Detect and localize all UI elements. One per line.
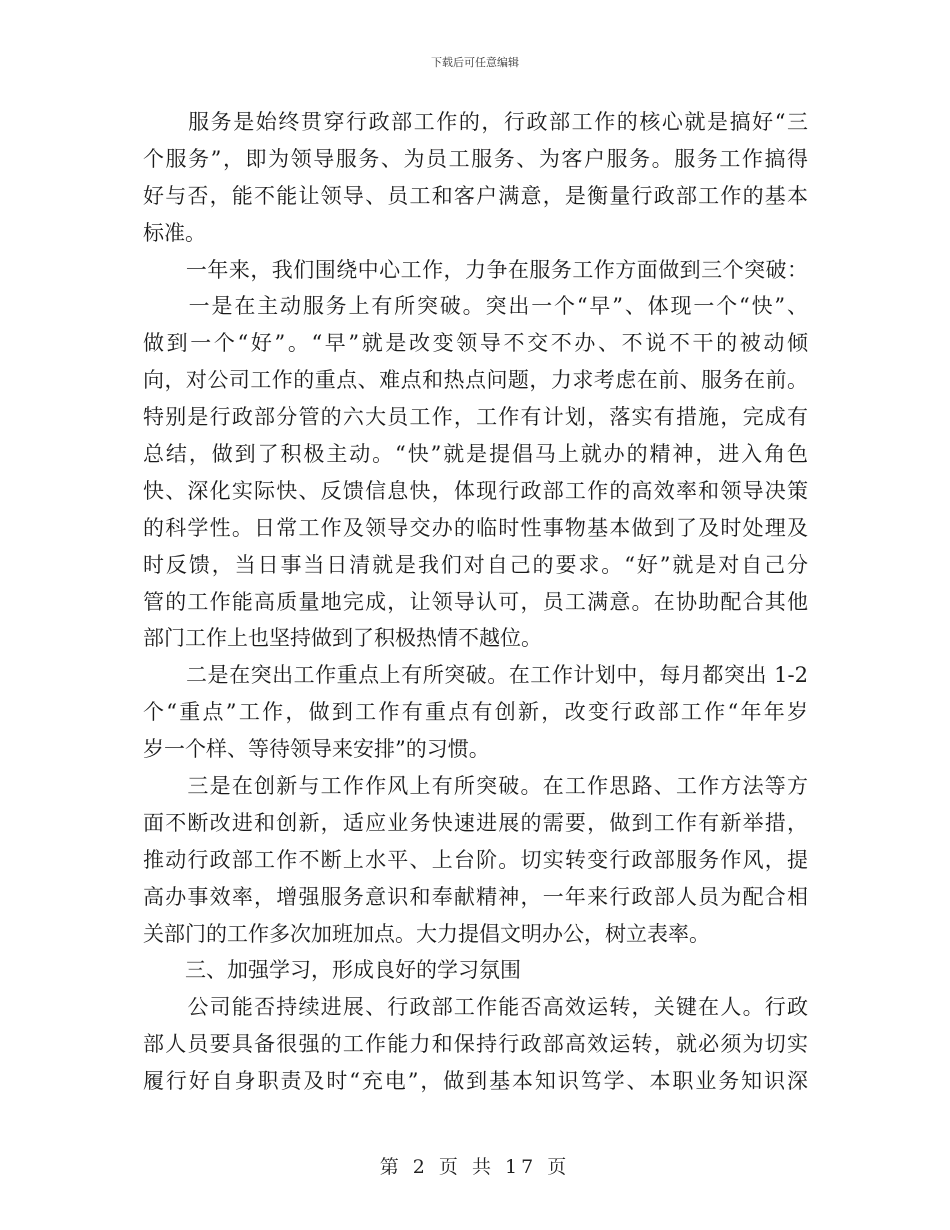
text-line: 的科学性。日常工作及领导交办的临时性事物基本做到了及时处理及 — [143, 515, 808, 540]
text-line: 三是在创新与工作作风上有所突破。在工作思路、工作方法等方 — [143, 774, 808, 799]
text-line: 面不断改进和创新，适应业务快速进展的需要，做到工作有新举措， — [143, 810, 808, 835]
text-line: 个服务”，即为领导服务、为员工服务、为客户服务。服务工作搞得 — [143, 146, 808, 171]
text-line: 二是在突出工作重点上有所突破。在工作计划中，每月都突出 1-2 — [143, 663, 808, 688]
text-line: 岁一个样、等待领导来安排”的习惯。 — [143, 737, 490, 762]
page-number: 第 2 页 共 17 页 — [379, 1156, 571, 1178]
text-line: 特别是行政部分管的六大员工作，工作有计划，落实有措施，完成有 — [143, 405, 808, 430]
text-line: 公司能否持续进展、行政部工作能否高效运转，关键在人。行政 — [143, 995, 808, 1020]
text-line: 总结，做到了积极主动。“快”就是提倡马上就办的精神，进入角色 — [143, 442, 808, 467]
text-line: 标准。 — [143, 220, 206, 245]
page-header-note: 下载后可任意编辑 — [431, 56, 519, 69]
text-line: 关部门的工作多次加班加点。大力提倡文明办公，树立表率。 — [143, 921, 710, 946]
text-line: 个“重点”工作，做到工作有重点有创新，改变行政部工作“年年岁 — [143, 700, 808, 725]
section-heading: 三、加强学习，形成良好的学习氛围 — [143, 958, 521, 983]
text-line: 部门工作上也坚持做到了积极热情不越位。 — [143, 626, 542, 651]
text-line: 部人员要具备很强的工作能力和保持行政部高效运转，就必须为切实 — [143, 1032, 808, 1057]
text-line: 向，对公司工作的重点、难点和热点问题，力求考虑在前、服务在前。 — [143, 368, 808, 393]
text-line: 管的工作能高质量地完成，让领导认可，员工满意。在协助配合其他 — [143, 589, 808, 614]
text-line: 高办事效率，增强服务意识和奉献精神，一年来行政部人员为配合相 — [143, 884, 808, 909]
text-line: 服务是始终贯穿行政部工作的，行政部工作的核心就是搞好“三 — [143, 110, 808, 134]
text-line: 一是在主动服务上有所突破。突出一个“早”、体现一个“快”、 — [143, 294, 808, 319]
text-line: 快、深化实际快、反馈信息快，体现行政部工作的高效率和领导决策 — [143, 478, 808, 503]
text-line: 时反馈，当日事当日清就是我们对自己的要求。“好”就是对自己分 — [143, 552, 808, 577]
text-line: 推动行政部工作不断上水平、上台阶。切实转变行政部服务作风，提 — [143, 847, 808, 872]
text-line: 做到一个“好”。“早”就是改变领导不交不办、不说不干的被动倾 — [143, 331, 808, 356]
text-line: 一年来，我们围绕中心工作，力争在服务工作方面做到三个突破： — [143, 257, 808, 282]
text-line: 履行好自身职责及时“充电”，做到基本知识笃学、本职业务知识深 — [143, 1069, 808, 1094]
text-line: 好与否，能不能让领导、员工和客户满意，是衡量行政部工作的基本 — [143, 183, 808, 208]
document-body — [143, 104, 808, 1100]
